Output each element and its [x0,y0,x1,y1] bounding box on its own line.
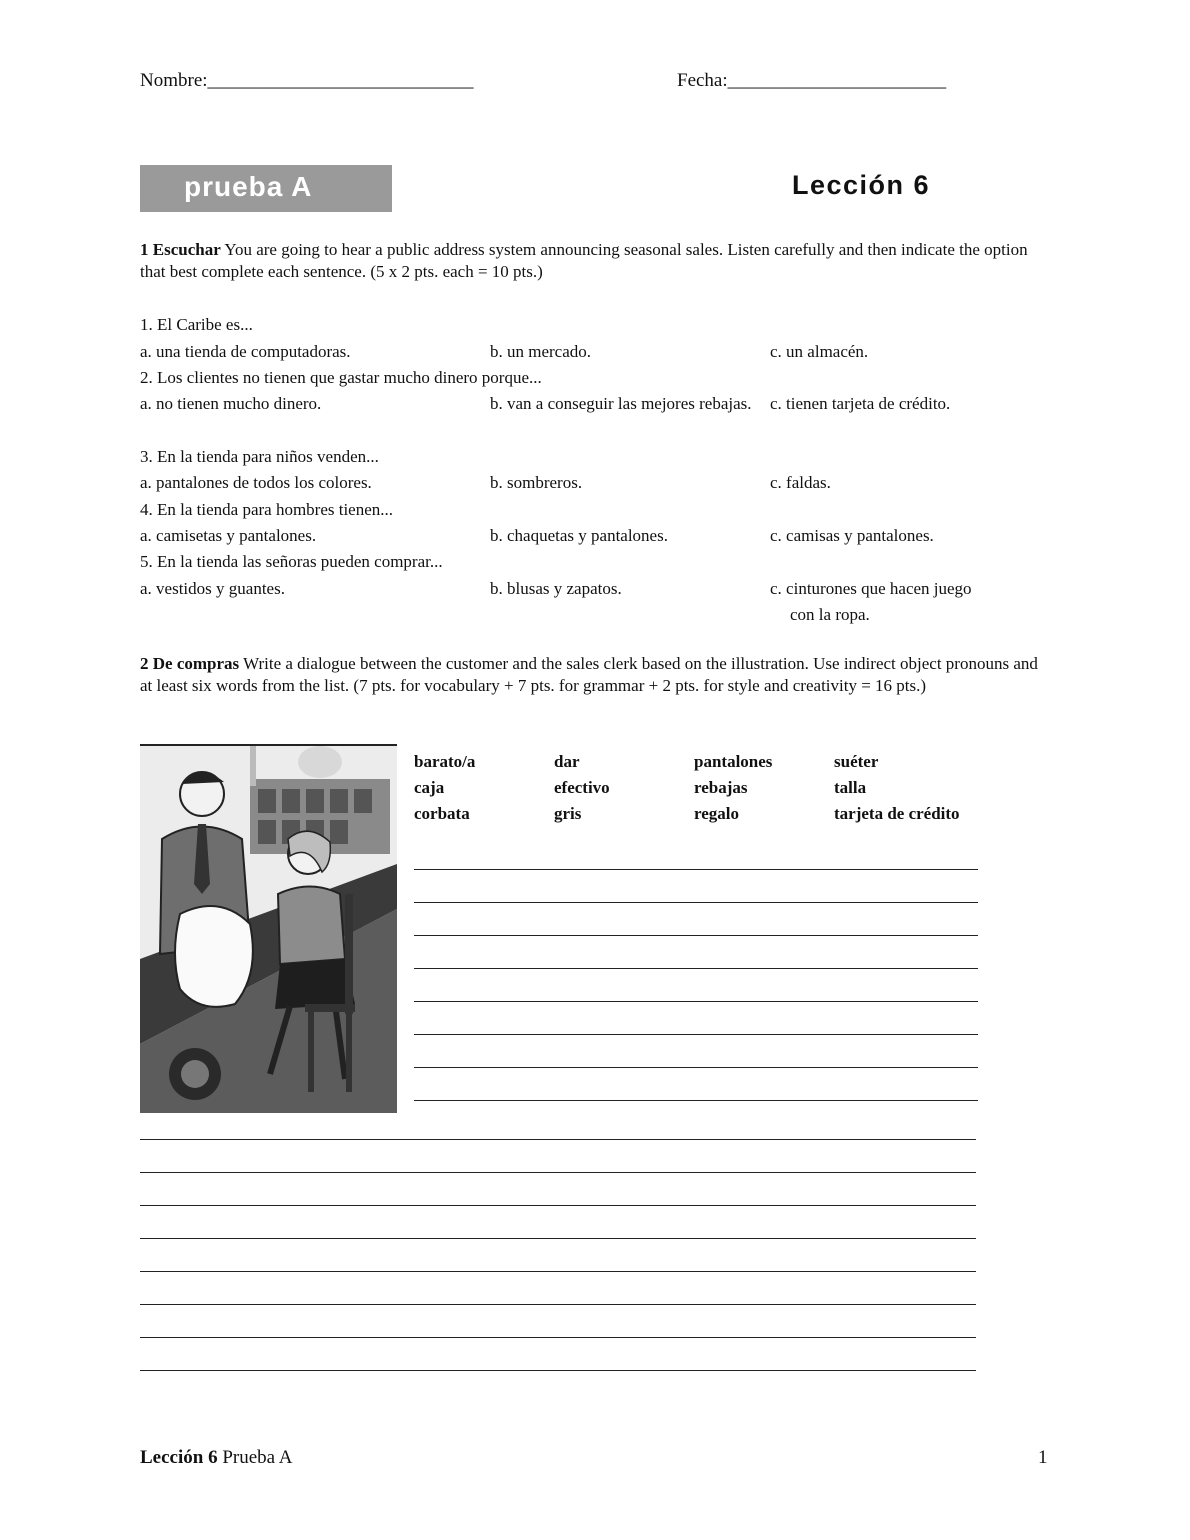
answer-line[interactable] [140,1172,976,1173]
question-3-option-c[interactable]: c. faldas. [770,473,831,492]
page-number: 1 [1038,1447,1048,1468]
vocab-word: tarjeta de crédito [834,804,960,823]
section1-heading: 1 Escuchar [140,240,221,259]
answer-line[interactable] [414,1001,978,1002]
vocab-word: efectivo [554,778,610,797]
question-4-option-b[interactable]: b. chaquetas y pantalones. [490,526,668,545]
question-1-option-c[interactable]: c. un almacén. [770,342,869,361]
question-4-stem: 4. En la tienda para hombres tienen... [140,500,394,519]
question-2-stem: 2. Los clientes no tienen que gastar mucho dinero porque... [140,368,542,387]
question-3-stem: 3. En la tienda para niños venden... [140,447,379,466]
section1-instructions: 1 Escuchar You are going to hear a public address system announcing seasonal sales. Listen carefully and then indicate the option that best complete each sentence. (5 x 2 pts. each = 10 pts.) [140,240,1028,281]
answer-line[interactable] [414,869,978,870]
answer-line[interactable] [140,1304,976,1305]
vocab-word: dar [554,752,580,771]
answer-line[interactable] [140,1271,976,1272]
lesson-title: Lección 6 [792,170,931,200]
question-3-option-b[interactable]: b. sombreros. [490,473,583,492]
question-2-option-b[interactable]: b. van a conseguir las mejores rebajas. [490,394,752,413]
answer-line[interactable] [140,1370,976,1371]
section2-instructions: 2 De compras Write a dialogue between the customer and the sales clerk based on the illustration. Use indirect object pronouns and at least six words from the list. (7 pts. for vocabulary + 7 pts. for grammar + 2 pts. for style and creativity = 16 pts.) [140,654,1038,695]
vocab-word: rebajas [694,778,748,797]
question-1-option-b[interactable]: b. un mercado. [490,342,592,361]
question-4-option-c[interactable]: c. camisas y pantalones. [770,526,934,545]
vocab-word: gris [554,804,582,823]
question-4-option-a[interactable]: a. camisetas y pantalones. [140,526,317,545]
vocab-word: suéter [834,752,879,771]
question-5-option-a[interactable]: a. vestidos y guantes. [140,579,285,598]
answer-line[interactable] [414,935,978,936]
vocab-word: pantalones [694,752,773,771]
answer-line[interactable] [414,968,978,969]
vocab-column-3 [694,749,772,827]
answer-line[interactable] [414,1034,978,1035]
name-field[interactable]: Nombre:____________________________ [140,70,474,91]
vocab-column-2 [554,749,610,827]
vocab-word: regalo [694,804,740,823]
question-1-option-a[interactable]: a. una tienda de computadoras. [140,342,351,361]
answer-line[interactable] [414,902,978,903]
answer-line[interactable] [414,1067,978,1068]
vocab-word: talla [834,778,867,797]
test-title-banner: prueba A [140,165,392,212]
answer-line[interactable] [140,1139,976,1140]
section2-heading: 2 De compras [140,654,240,673]
vocab-word: caja [414,778,445,797]
answer-line[interactable] [414,1100,978,1101]
answer-line[interactable] [140,1205,976,1206]
question-5-option-c[interactable]: c. cinturones que hacen juego con la ropa. [770,579,972,624]
answer-line[interactable] [140,1337,976,1338]
vocab-word: barato/a [414,752,476,771]
question-2-option-a[interactable]: a. no tienen mucho dinero. [140,394,322,413]
question-1-stem: 1. El Caribe es... [140,315,253,334]
date-field[interactable]: Fecha:_______________________ [677,70,947,91]
vocab-word: corbata [414,804,470,823]
question-5-option-b[interactable]: b. blusas y zapatos. [490,579,622,598]
clerk-customer-drawing [140,744,397,1113]
vocab-column-1 [414,749,475,827]
question-5-stem: 5. En la tienda las señoras pueden comprar... [140,552,443,571]
question-2-option-c[interactable]: c. tienen tarjeta de crédito. [770,394,951,413]
question-3-option-a[interactable]: a. pantalones de todos los colores. [140,473,372,492]
vocab-column-4 [834,749,960,827]
shop-illustration [140,744,397,1113]
footer-label: Lección 6 Prueba A [140,1447,293,1468]
answer-line[interactable] [140,1238,976,1239]
